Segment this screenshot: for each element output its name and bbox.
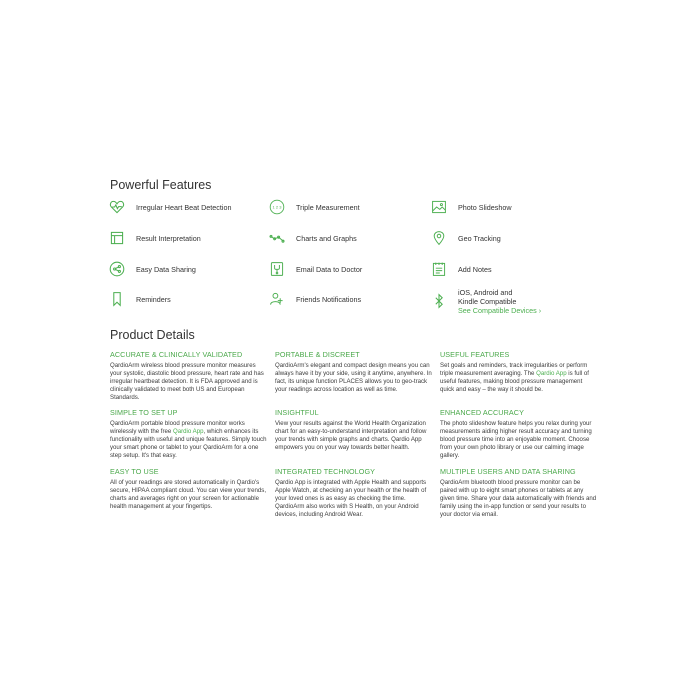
- notes-icon: [430, 260, 448, 278]
- detail-body: View your results against the World Health Organization chart for an easy-to-understand interpretation and follow your trends with simple graphs and charts. Qardio App empowers you on your way towards better health.: [275, 419, 427, 451]
- detail-heading: ENHANCED ACCURACY: [440, 408, 524, 417]
- detail-body: QardioArm bluetooth blood pressure monitor can be paired with up to eight smart phones or tablets at any given time. Share your data automatically with friends and family using the in-app function or send your results to your doctor via email.: [440, 478, 597, 518]
- chart-box-icon: [108, 229, 126, 247]
- feature-label: Easy Data Sharing: [136, 264, 196, 274]
- feature-reminders: [108, 290, 171, 308]
- detail-heading: INSIGHTFUL: [275, 408, 319, 417]
- detail-body: Set goals and reminders, track irregularities or perform triple measurement averaging. The Qardio App is full of useful features, making blood pressure management quick and easy – the way it should be.: [440, 361, 589, 393]
- bluetooth-icon: [430, 292, 448, 310]
- feature-label: Add Notes: [458, 264, 492, 274]
- feature-label: Reminders: [136, 294, 171, 304]
- feature-add-notes: [430, 260, 492, 278]
- share-icon: [108, 260, 126, 278]
- feature-label: Irregular Heart Beat Detection: [136, 202, 232, 212]
- feature-label: Triple Measurement: [296, 202, 360, 212]
- compat-line-1: iOS, Android and: [458, 288, 513, 297]
- detail-multiple: [440, 467, 598, 519]
- feature-charts-graphs: [268, 229, 357, 247]
- feature-label: Friends Notifications: [296, 294, 362, 304]
- feature-email-doctor: [268, 260, 362, 278]
- detail-heading: MULTIPLE USERS AND DATA SHARING: [440, 467, 576, 476]
- feature-geo-tracking: [430, 229, 501, 247]
- feature-label: Photo Slideshow: [458, 202, 512, 212]
- detail-heading: SIMPLE TO SET UP: [110, 408, 178, 417]
- stethoscope-icon: [268, 260, 286, 278]
- feature-label: Result Interpretation: [136, 233, 201, 243]
- detail-heading: ACCURATE & CLINICALLY VALIDATED: [110, 350, 243, 359]
- feature-friends-notifications: [268, 290, 361, 308]
- detail-insightful: [275, 408, 433, 452]
- line-graph-icon: [268, 229, 286, 247]
- compat-line-2: Kindle Compatible: [458, 297, 517, 306]
- feature-triple-measurement: [268, 198, 360, 216]
- detail-heading: USEFUL FEATURES: [440, 350, 510, 359]
- feature-label: Charts and Graphs: [296, 233, 357, 243]
- feature-result-interpretation: [108, 229, 201, 247]
- detail-body: The photo slideshow feature helps you relax during your measurements aiding higher result accuracy and turning blood pressure time into an enjoyable moment. Choose from your own photo library or use our calming image gallery.: [440, 419, 592, 459]
- detail-body: All of your readings are stored automatically in Qardio's secure, HIPAA compliant cloud. You can view your trends, charts and averages right on your screen for actionable health management at your fingertips.: [110, 478, 267, 510]
- detail-heading: EASY TO USE: [110, 467, 159, 476]
- qardio-app-link[interactable]: Qardio App: [173, 427, 204, 435]
- detail-heading: INTEGRATED TECHNOLOGY: [275, 467, 376, 476]
- location-pin-icon: [430, 229, 448, 247]
- detail-body: QardioArm portable blood pressure monitor works wirelessly with the free Qardio App, which enhances its functionality with useful and unique features. Simply touch your smart phone or tablet to your QardioArm for a one step setup. It's that easy.: [110, 419, 267, 459]
- detail-accurate: [110, 350, 268, 402]
- friends-icon: [268, 290, 286, 308]
- detail-heading: PORTABLE & DISCREET: [275, 350, 360, 359]
- detail-body: QardioArm's elegant and compact design means you can always have it by your side, using it anytime, anywhere. In fact, its unique function PLACES allows you to geo-track your readings across location as well as time.: [275, 361, 432, 393]
- photo-icon: [430, 198, 448, 216]
- bookmark-icon: [108, 290, 126, 308]
- see-compatible-devices-link[interactable]: See Compatible Devices ›: [458, 306, 542, 315]
- detail-integrated: [275, 467, 433, 519]
- detail-useful: [440, 350, 598, 394]
- feature-compatibility: [430, 288, 541, 315]
- detail-setup: [110, 408, 268, 460]
- qardio-app-link[interactable]: Qardio App: [536, 369, 567, 377]
- detail-portable: [275, 350, 433, 394]
- detail-accuracy: [440, 408, 598, 460]
- feature-irregular-heartbeat: [108, 198, 231, 216]
- feature-photo-slideshow: [430, 198, 512, 216]
- feature-label: Geo Tracking: [458, 233, 501, 243]
- details-title: Product Details: [110, 328, 195, 342]
- heart-pulse-icon: [108, 198, 126, 216]
- feature-label: Email Data to Doctor: [296, 264, 363, 274]
- triple-circle-icon: [268, 198, 286, 216]
- detail-body: Qardio App is integrated with Apple Health and supports Apple Watch, at checking an your health or the health of your loved ones is as easy as checking the time. QardioArm also works with S Health, on your Android devices, including Android Wear.: [275, 478, 427, 518]
- detail-body: QardioArm wireless blood pressure monitor measures your systolic, diastolic blood pressure, heart rate and has irregular heartbeat detection. It is FDA approved and is clinically validated to meet both US and European Standards.: [110, 361, 264, 401]
- feature-easy-data-sharing: [108, 260, 196, 278]
- detail-easy: [110, 467, 268, 511]
- features-title: Powerful Features: [110, 178, 212, 192]
- svg-text:1 2 3: 1 2 3: [272, 204, 282, 210]
